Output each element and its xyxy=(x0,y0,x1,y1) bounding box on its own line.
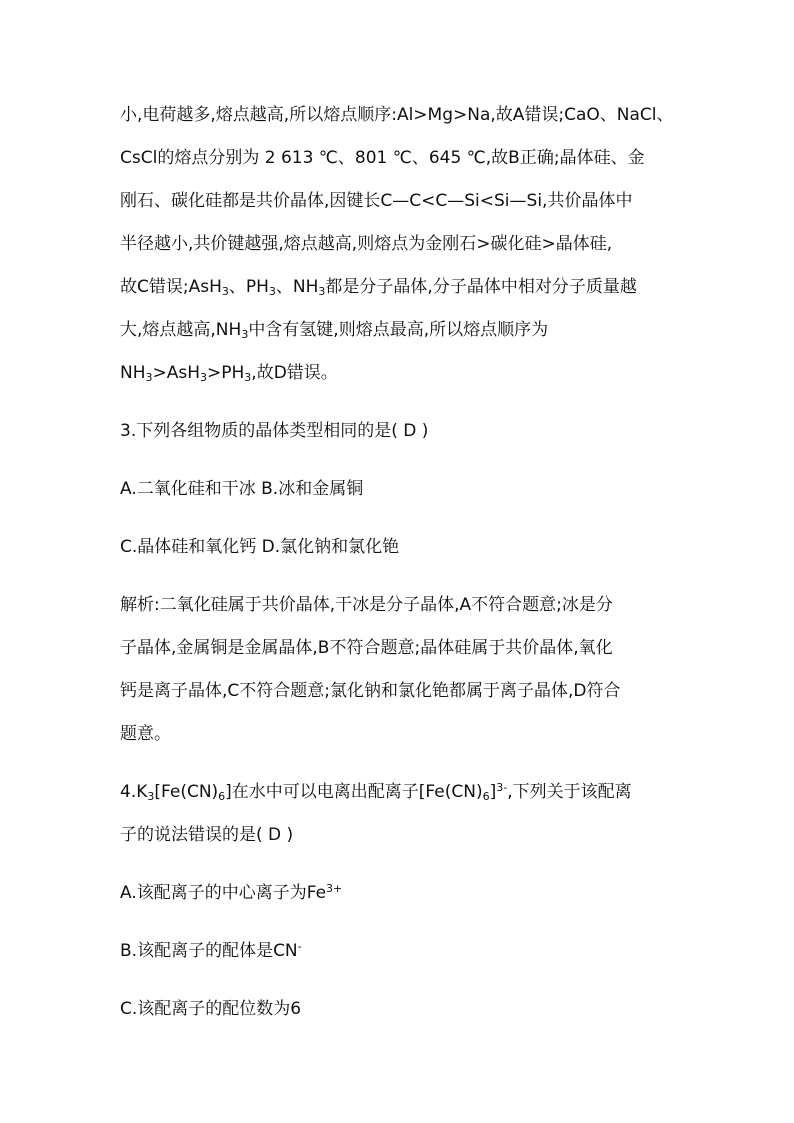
subscript: 3 xyxy=(221,285,229,298)
analysis-line-2: CsCl的熔点分别为 2 613 ℃、801 ℃、645 ℃,故B正确;晶体硅、金 xyxy=(120,148,645,168)
subscript: 3 xyxy=(200,371,208,384)
subscript: 3 xyxy=(145,371,153,384)
text: 都是分子晶体,分子晶体中相对分子质量越 xyxy=(325,277,637,297)
text: ] xyxy=(489,782,497,802)
q3-stem: 3.下列各组物质的晶体类型相同的是( D ) xyxy=(120,421,429,441)
text: ,下列关于该配离 xyxy=(507,782,632,802)
analysis-line-3: 刚石、碳化硅都是共价晶体,因键长C—C<C—Si<Si—Si,共价晶体中 xyxy=(120,191,633,211)
superscript: 3- xyxy=(496,781,508,794)
q3-analysis-line-4: 题意。 xyxy=(120,724,171,744)
analysis-line-7 xyxy=(120,361,698,385)
q4-option-b xyxy=(120,939,698,963)
text: ]在水中可以电离出配离子[Fe(CN) xyxy=(225,782,483,802)
q3-options-cd: C.晶体硅和氧化钙 D.氯化钠和氯化铯 xyxy=(120,537,400,557)
subscript: 3 xyxy=(244,371,252,384)
analysis-line-6 xyxy=(120,318,698,342)
q4-stem-line-1 xyxy=(120,780,698,804)
analysis-line-5 xyxy=(120,275,698,299)
subscript: 3 xyxy=(318,285,326,298)
q4-option-a xyxy=(120,881,698,905)
subscript: 3 xyxy=(268,285,276,298)
text: ,故D错误。 xyxy=(251,363,338,383)
analysis-line-4: 半径越小,共价键越强,熔点越高,则熔点为金刚石>碳化硅>晶体硅, xyxy=(120,234,613,254)
text: 故C错误;AsH xyxy=(120,277,222,297)
analysis-line-1: 小,电荷越多,熔点越高,所以熔点顺序:Al>Mg>Na,故A错误;CaO、NaCl、 xyxy=(120,105,674,125)
text: 中含有氢键,则熔点最高,所以熔点顺序为 xyxy=(248,320,549,340)
text: 、PH xyxy=(228,277,269,297)
text: [Fe(CN) xyxy=(154,782,219,802)
q4-option-c: C.该配离子的配位数为6 xyxy=(120,999,302,1019)
superscript: 3+ xyxy=(326,882,343,895)
text: >PH xyxy=(207,363,245,383)
superscript: - xyxy=(297,940,302,953)
text: >AsH xyxy=(152,363,201,383)
text: NH xyxy=(120,363,146,383)
text: A.该配离子的中心离子为Fe xyxy=(120,883,327,903)
subscript: 3 xyxy=(241,328,249,341)
text: 、NH xyxy=(275,277,319,297)
text: 大,熔点越高,NH xyxy=(120,320,242,340)
text: B.该配离子的配体是CN xyxy=(120,941,298,961)
q3-options-ab: A.二氧化硅和干冰 B.冰和金属铜 xyxy=(120,479,364,499)
q3-analysis-line-3: 钙是离子晶体,C不符合题意;氯化钠和氯化铯都属于离子晶体,D符合 xyxy=(120,681,621,701)
text: 4.K xyxy=(120,782,148,802)
q4-stem-line-2: 子的说法错误的是( D ) xyxy=(120,825,294,845)
subscript: 6 xyxy=(482,790,490,803)
subscript: 3 xyxy=(147,790,155,803)
q3-analysis-line-1: 解析:二氧化硅属于共价晶体,干冰是分子晶体,A不符合题意;冰是分 xyxy=(120,595,613,615)
q3-analysis-line-2: 子晶体,金属铜是金属晶体,B不符合题意;晶体硅属于共价晶体,氧化 xyxy=(120,638,613,658)
subscript: 6 xyxy=(218,790,226,803)
